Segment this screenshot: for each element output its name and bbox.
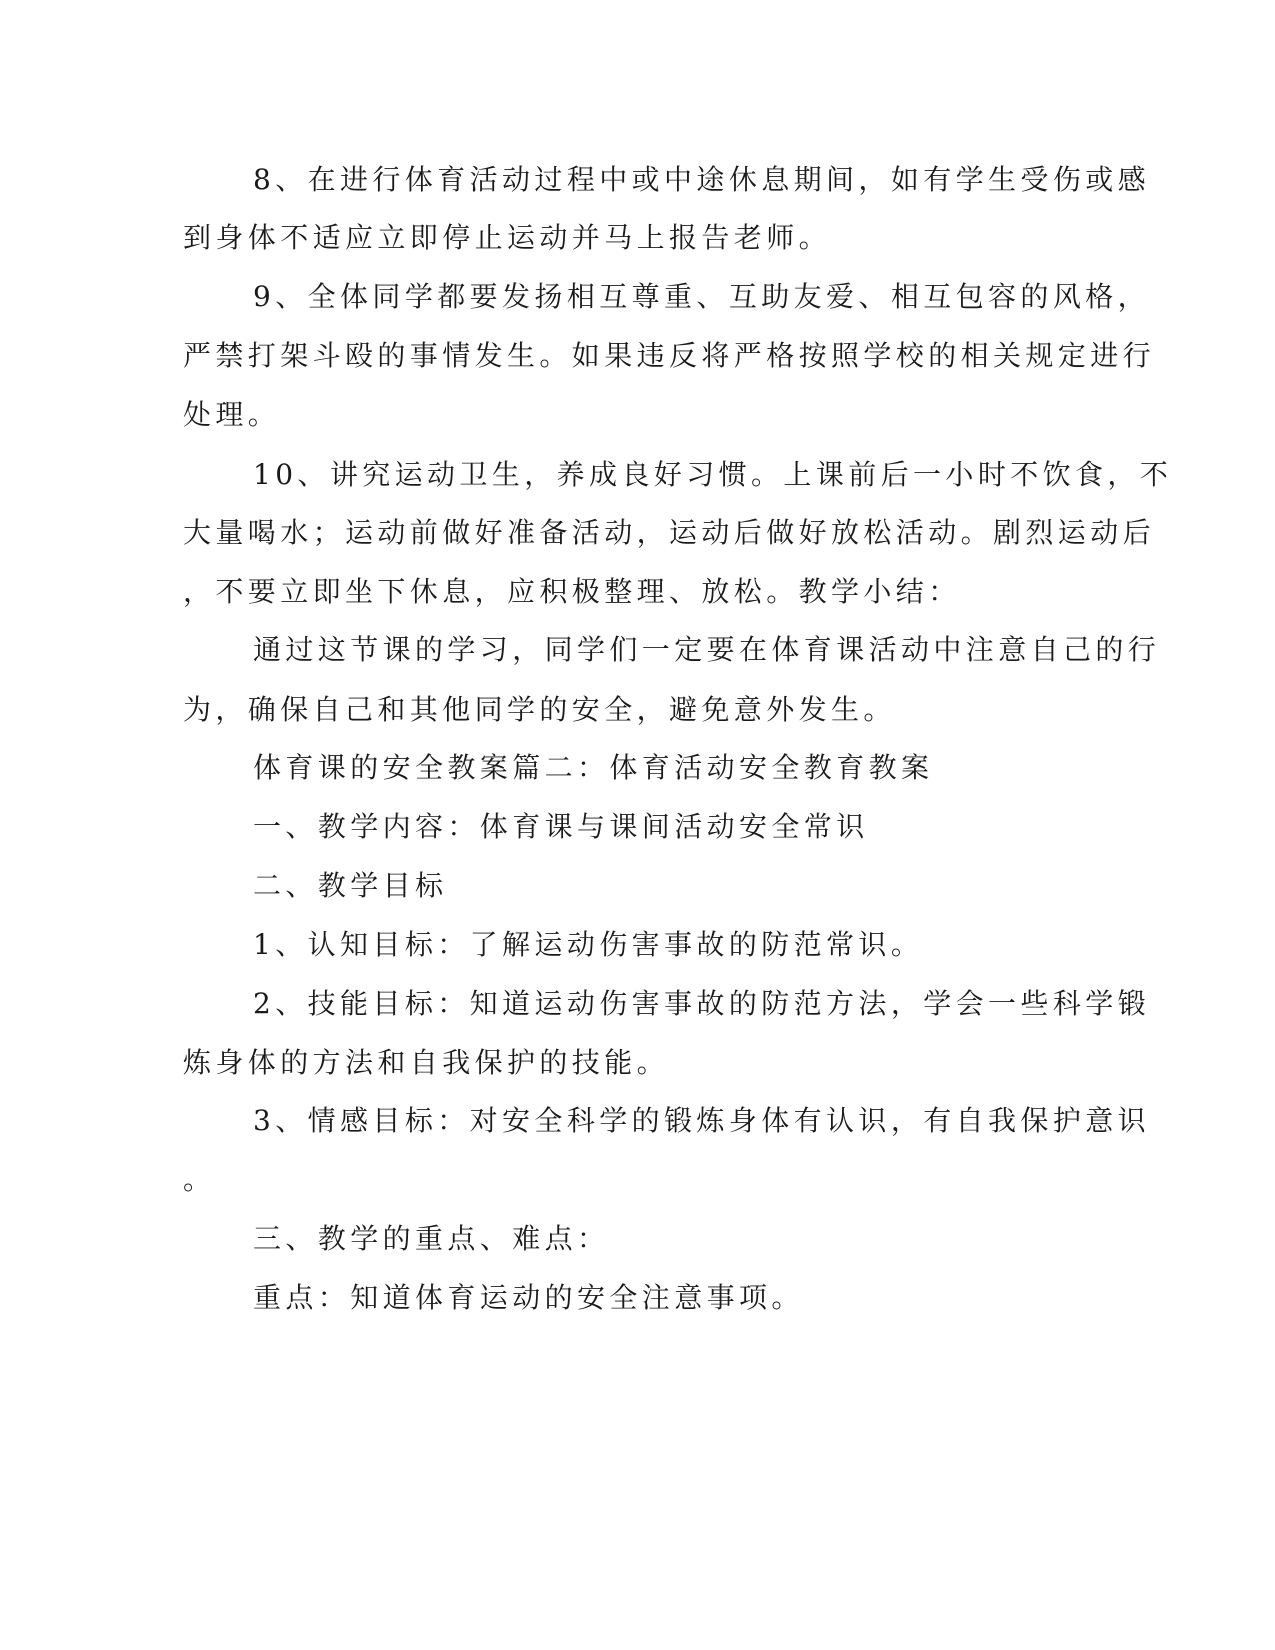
goal-cognitive: 1、认知目标：了解运动伤害事故的防范常识。	[253, 928, 924, 961]
paragraph-9-line-2: 严禁打架斗殴的事情发生。如果违反将严格按照学校的相关规定进行	[183, 339, 1156, 372]
teaching-content: 一、教学内容：体育课与课间活动安全常识	[253, 810, 869, 843]
paragraph-8-line-2: 到身体不适应立即停止运动并马上报告老师。	[183, 221, 832, 254]
goal-skill-line-2: 炼身体的方法和自我保护的技能。	[183, 1046, 670, 1079]
section-title: 体育课的安全教案篇二：体育活动安全教育教案	[253, 751, 934, 784]
goal-emotion-line-2: 。	[183, 1163, 216, 1196]
goal-skill-line-1: 2、技能目标：知道运动伤害事故的防范方法，学会一些科学锻	[253, 987, 1151, 1020]
goal-emotion-line-1: 3、情感目标：对安全科学的锻炼身体有认识，有自我保护意识	[253, 1104, 1151, 1137]
key-point: 重点：知道体育运动的安全注意事项。	[253, 1281, 804, 1314]
key-points-heading: 三、教学的重点、难点：	[253, 1222, 610, 1255]
paragraph-8-line-1: 8、在进行体育活动过程中或中途休息期间，如有学生受伤或感	[253, 163, 1151, 196]
paragraph-9-line-3: 处理。	[183, 398, 281, 431]
summary-line-2: 为，确保自己和其他同学的安全，避免意外发生。	[183, 693, 896, 726]
paragraph-10-line-3: ，不要立即坐下休息，应积极整理、放松。教学小结：	[183, 575, 961, 608]
paragraph-10-line-2: 大量喝水；运动前做好准备活动，运动后做好放松活动。剧烈运动后	[183, 516, 1156, 549]
paragraph-10-line-1: 10、讲究运动卫生，养成良好习惯。上课前后一小时不饮食，不	[253, 458, 1173, 491]
paragraph-9-line-1: 9、全体同学都要发扬相互尊重、互助友爱、相互包容的风格，	[253, 280, 1151, 313]
teaching-goals-heading: 二、教学目标	[253, 869, 448, 902]
summary-line-1: 通过这节课的学习，同学们一定要在体育课活动中注意自己的行	[253, 633, 1161, 666]
